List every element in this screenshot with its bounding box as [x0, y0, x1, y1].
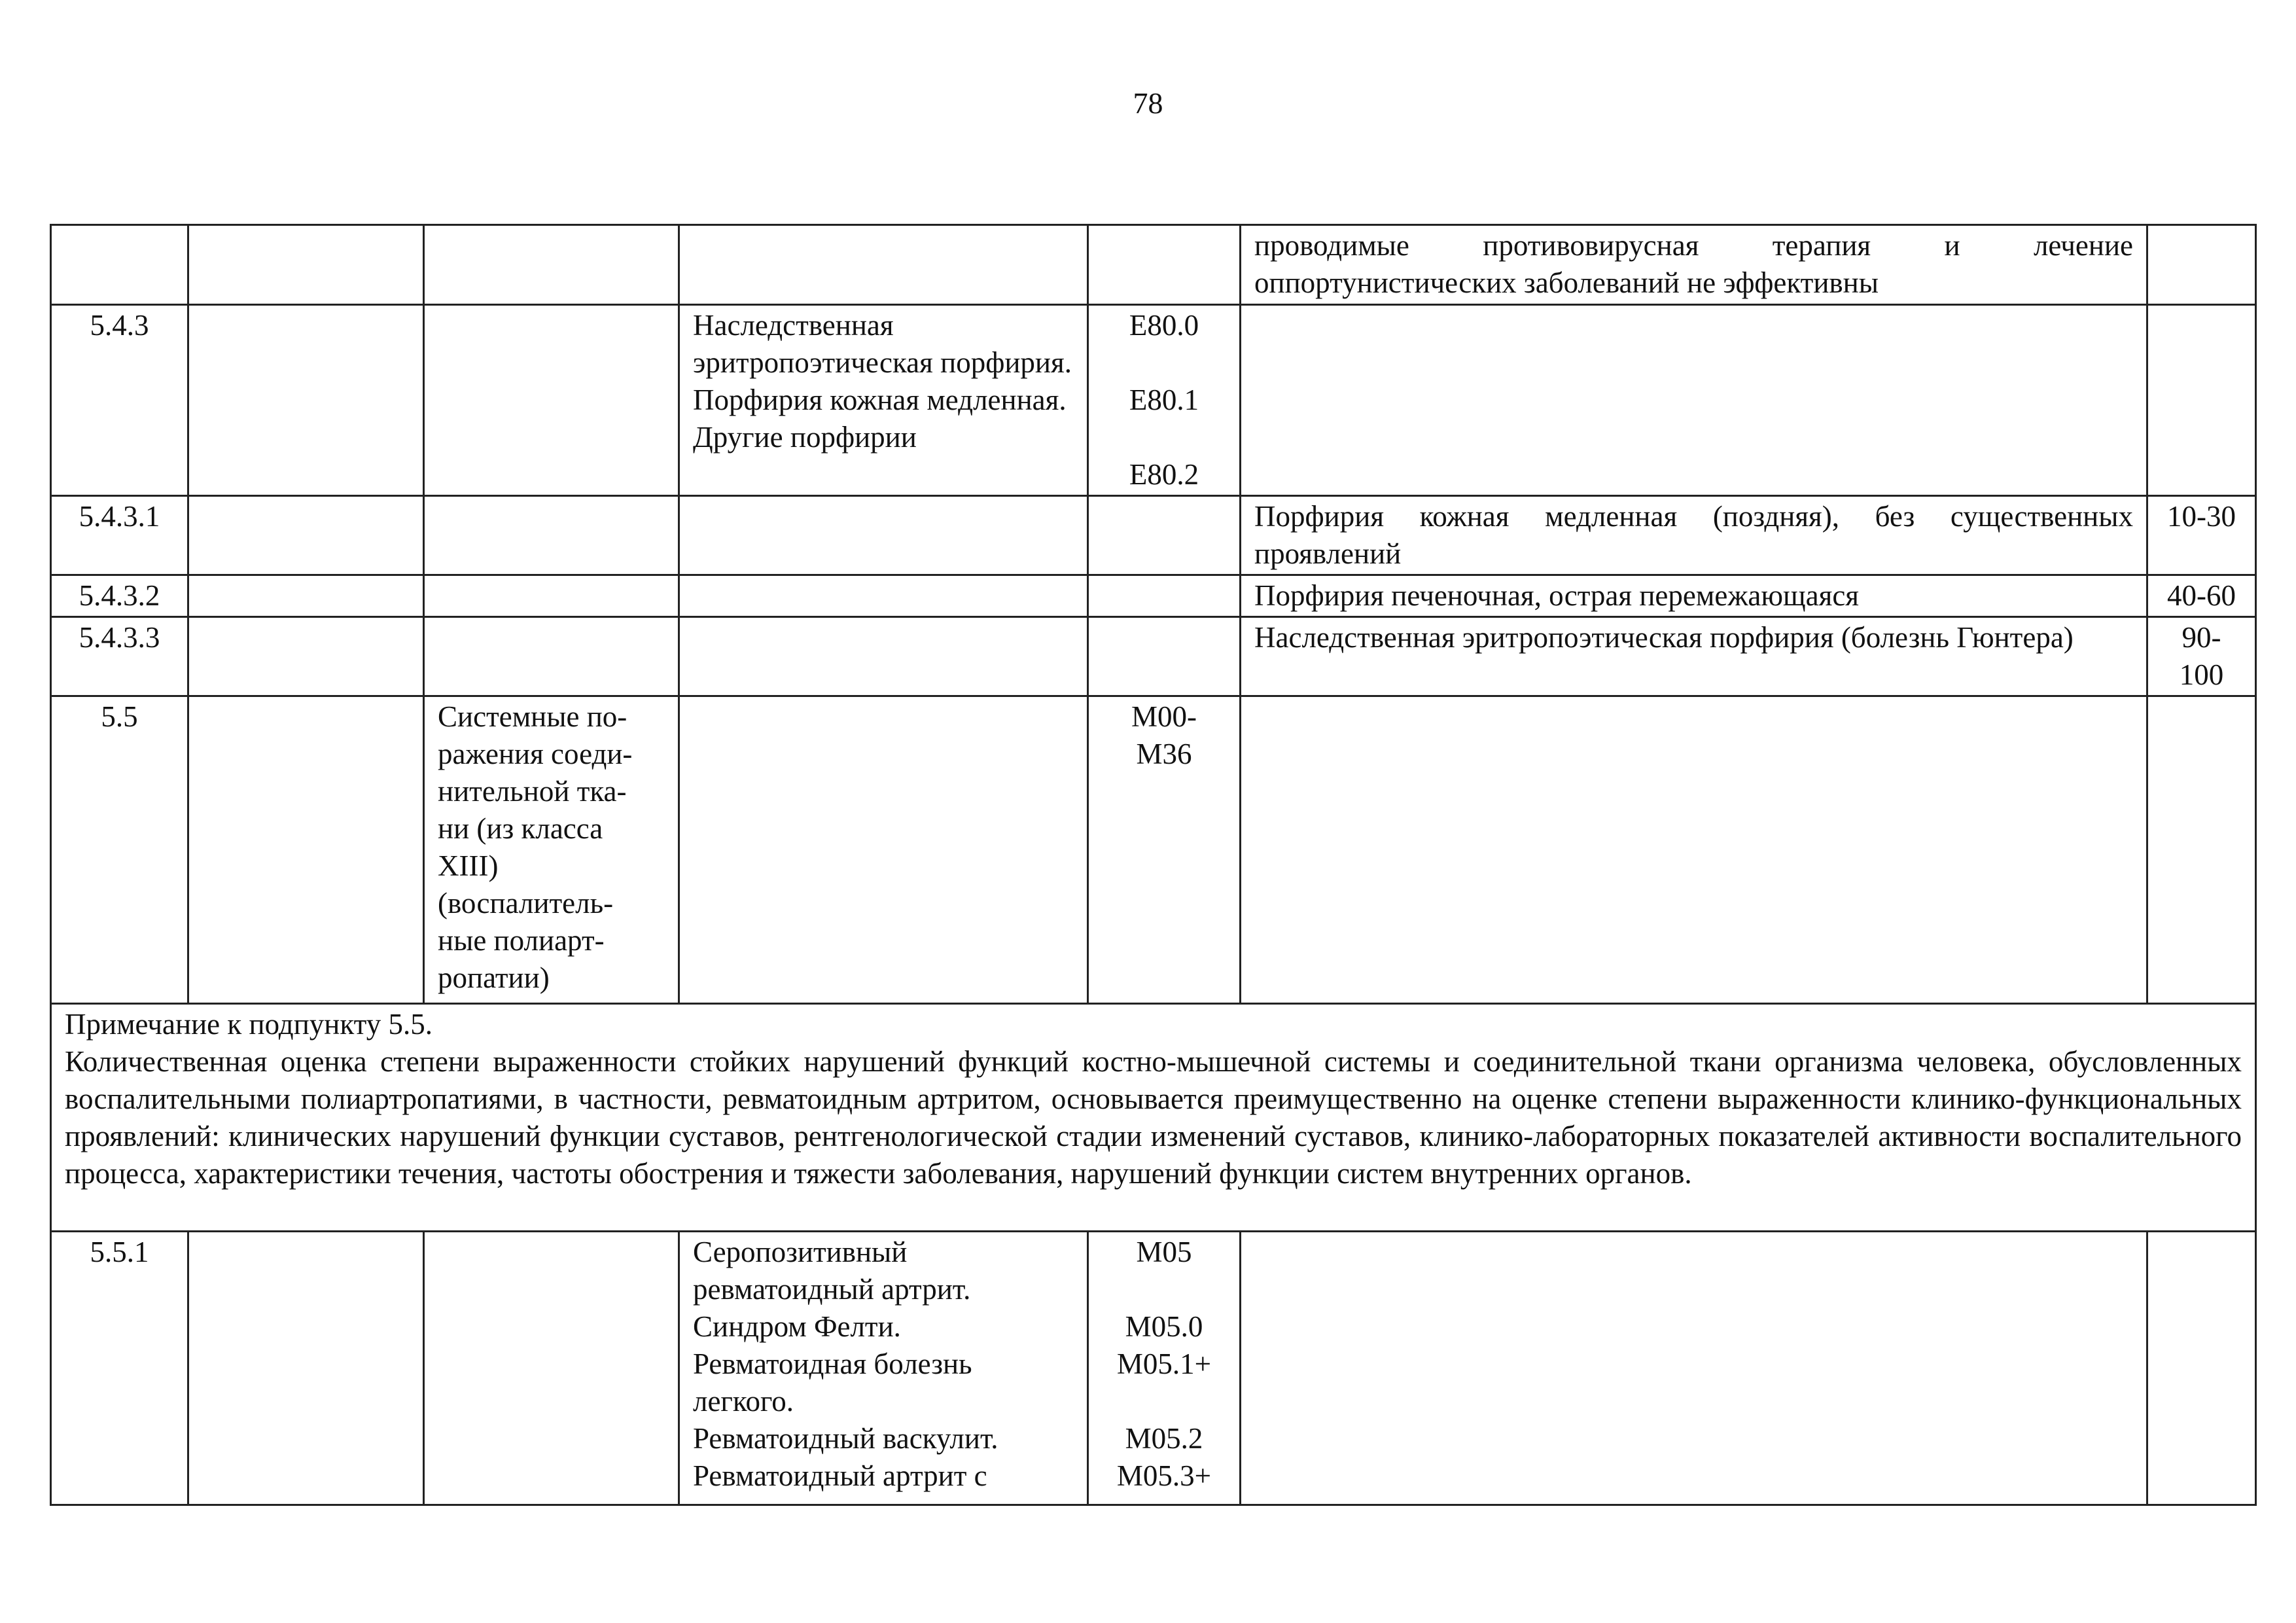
group-line: (воспалитель- — [438, 887, 614, 919]
table-row — [51, 1232, 2256, 1505]
cell-disease — [679, 696, 1088, 1004]
cell-percent — [2147, 617, 2256, 696]
note-cell — [51, 1004, 2256, 1232]
icd-code: M05.0 — [1125, 1310, 1203, 1343]
group-line: ражения соеди- — [438, 738, 633, 770]
disease-item: Другие порфирии — [693, 421, 917, 454]
group-line: XIII) — [438, 849, 499, 882]
cell-class — [188, 617, 424, 696]
cell-group — [424, 496, 679, 575]
disease-item: Ревматоидный васкулит. — [693, 1422, 998, 1455]
cell-group — [424, 225, 679, 305]
note-row — [51, 1004, 2256, 1232]
cell-criteria: проводимые противовирусная терапия и лечение оппортунистических заболеваний не эффективны — [1241, 225, 2147, 305]
icd-code: E80.1 — [1129, 383, 1199, 416]
icd-code: E80.2 — [1129, 458, 1199, 491]
group-line: Системные по- — [438, 700, 627, 733]
cell-num — [51, 225, 188, 305]
table-row — [51, 225, 2256, 305]
cell-disease — [679, 575, 1088, 617]
cell-group — [424, 1232, 679, 1505]
cell-criteria: Порфирия печеночная, острая перемежающаяся — [1241, 575, 2147, 617]
cell-code — [1088, 696, 1241, 1004]
cell-class — [188, 225, 424, 305]
cell-code — [1088, 617, 1241, 696]
cell-disease — [679, 617, 1088, 696]
cell-class — [188, 496, 424, 575]
cell-disease — [679, 1232, 1088, 1505]
group-line: ные полиарт- — [438, 924, 605, 957]
cell-criteria: Порфирия кожная медленная (поздняя), без существенных проявлений — [1241, 496, 2147, 575]
cell-criteria — [1241, 1232, 2147, 1505]
icd-code: M00- — [1131, 700, 1197, 733]
icd-code: M36 — [1136, 738, 1192, 770]
icd-code: M05.3+ — [1116, 1459, 1212, 1492]
cell-group — [424, 305, 679, 496]
icd-code: M05.1+ — [1116, 1347, 1212, 1380]
cell-class — [188, 1232, 424, 1505]
disease-item: Порфирия кожная медленная. — [693, 383, 1067, 416]
table-row — [51, 617, 2256, 696]
group-line: ропатии) — [438, 961, 550, 994]
cell-percent: 40-60 — [2147, 575, 2256, 617]
table-row — [51, 575, 2256, 617]
cell-num: 5.4.3.2 — [51, 575, 188, 617]
note-title: Примечание к подпункту 5.5. — [65, 1008, 433, 1041]
disease-item: Синдром Фелти. — [693, 1310, 901, 1343]
percent-line: 90- — [2181, 621, 2221, 654]
disease-item: Серопозитивный ревматоидный артрит. — [693, 1236, 971, 1306]
icd-code: M05 — [1136, 1236, 1192, 1268]
cell-code — [1088, 225, 1241, 305]
cell-disease — [679, 225, 1088, 305]
note-text: Количественная оценка степени выраженности стойких нарушений функций костно-мышечной системы и соединительной ткани организма человека, обусловленных воспалительными полиартропатиями, в частности, ревматоидным артритом, основывается преимущественно на оценке степени выраженности клинико-функциональных проявлений: клинических нарушений функции суставов, рентгенологической стадии изменений суставов, клинико-лабораторных показателей активности воспалительного процесса, характеристики течения, частоты обострения и тяжести заболевания, нарушений функции систем внутренних органов. — [65, 1045, 2242, 1190]
cell-criteria — [1241, 696, 2147, 1004]
cell-num: 5.5 — [51, 696, 188, 1004]
cell-disease — [679, 305, 1088, 496]
percent-line: 100 — [2179, 658, 2224, 691]
cell-criteria: Наследственная эритропоэтическая порфирия (болезнь Гюнтера) — [1241, 617, 2147, 696]
cell-percent: 10-30 — [2147, 496, 2256, 575]
icd-code: E80.0 — [1129, 309, 1199, 342]
disease-item: Наследственная эритропоэтическая порфирия. — [693, 309, 1072, 379]
cell-percent — [2147, 305, 2256, 496]
table-row — [51, 496, 2256, 575]
cell-group — [424, 696, 679, 1004]
cell-percent — [2147, 696, 2256, 1004]
cell-disease — [679, 496, 1088, 575]
page-number: 78 — [1133, 86, 1163, 120]
disease-item: Ревматоидный артрит с — [693, 1459, 987, 1492]
cell-percent — [2147, 1232, 2256, 1505]
cell-code — [1088, 575, 1241, 617]
icd-code: M05.2 — [1125, 1422, 1203, 1455]
cell-num: 5.4.3.1 — [51, 496, 188, 575]
cell-group — [424, 575, 679, 617]
table-row — [51, 305, 2256, 496]
cell-class — [188, 305, 424, 496]
cell-group — [424, 617, 679, 696]
disease-item: Ревматоидная болезнь легкого. — [693, 1347, 972, 1418]
disability-criteria-table — [50, 224, 2257, 1506]
cell-class — [188, 575, 424, 617]
cell-class — [188, 696, 424, 1004]
cell-criteria — [1241, 305, 2147, 496]
cell-num: 5.5.1 — [51, 1232, 188, 1505]
cell-code — [1088, 305, 1241, 496]
cell-code — [1088, 496, 1241, 575]
cell-num: 5.4.3 — [51, 305, 188, 496]
table-row — [51, 696, 2256, 1004]
cell-num: 5.4.3.3 — [51, 617, 188, 696]
cell-code — [1088, 1232, 1241, 1505]
cell-percent — [2147, 225, 2256, 305]
group-line: нительной тка- — [438, 775, 627, 808]
group-line: ни (из класса — [438, 812, 603, 845]
